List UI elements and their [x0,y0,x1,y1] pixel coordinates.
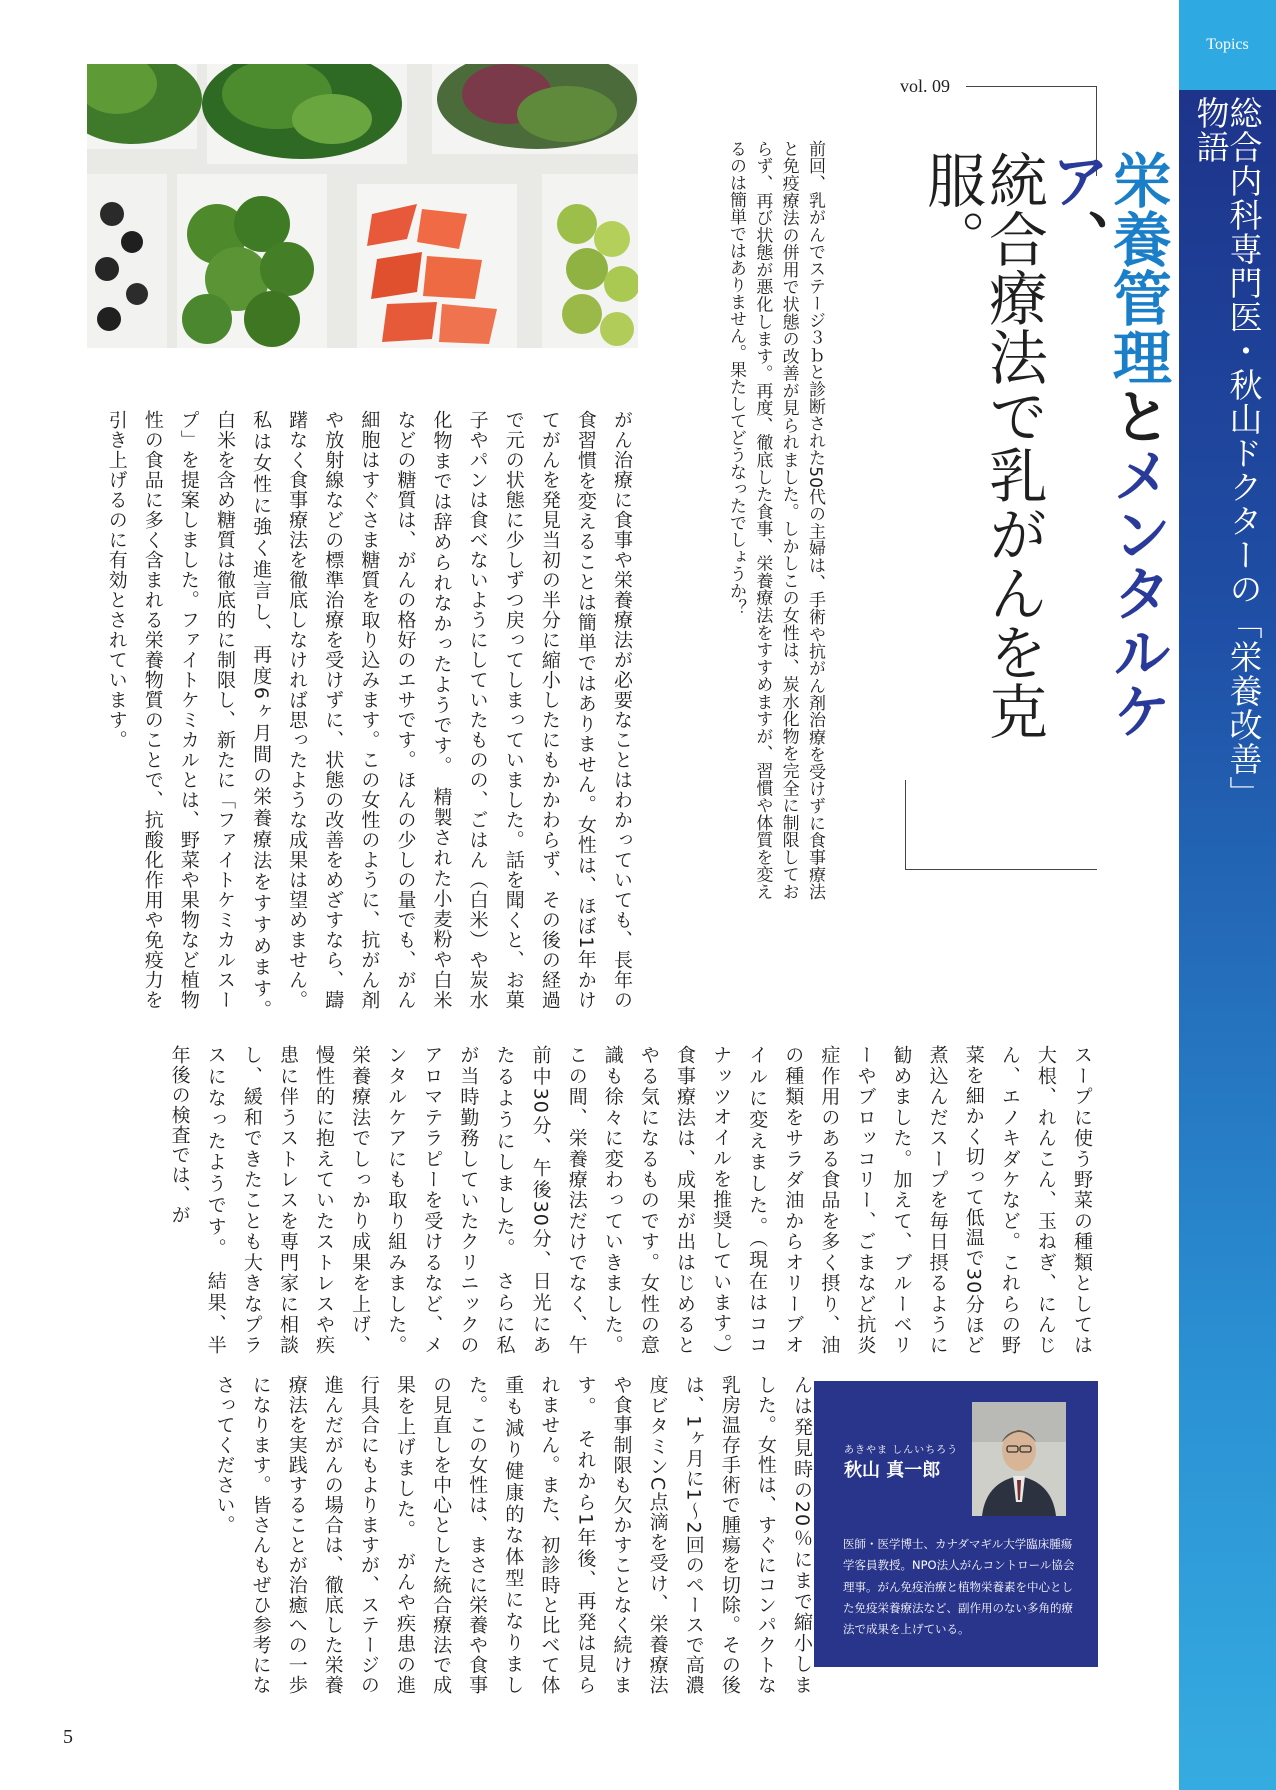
author-name: 秋山 真一郎 [844,1460,941,1481]
topics-tab [1179,0,1276,90]
author-photo [972,1402,1066,1516]
headline [916,150,1172,790]
frame-line [966,86,1096,87]
series-title: 総合内科専門医・秋山ドクターの「栄養改善」物語 [1191,96,1264,810]
headline-word: 、 [1040,209,1110,268]
lead-paragraph: 前回、乳がんでステージ３ｂと診断された50代の主婦は、手術や抗がん剤治療を受けずに食事療法と免疫療法の併用で状態の改善が見られました。しかしこの女性は、炭水化物を完全に制限しておらず、再び状態が悪化します。再度、徹底した食事、栄養療法をすすめますが、習慣や体質を変えるのは簡単ではありません。果たしてどうなったでしょうか？ [725,140,825,900]
headline-word: と [1102,386,1172,445]
topics-label: Topics [1206,36,1249,53]
headline-word: メンタルケア [1040,150,1172,740]
author-bio: 医師・医学博士、カナダマギル大学臨床腫瘍学客員教授。NPO法人がんコントロール協会理事。がん免疫治療と植物栄養素を中心とした免疫栄養療法など、副作用のない多角的療法で成果を上げている。 [843,1537,1075,1637]
body-column-2: スープに使う野菜の種類としては大根、れんこん、玉ねぎ、にんじん、エノキダケなど。これらの野菜を細かく切って低温で30分ほど煮込んだスープを毎日摂るように勧めました。加えて、ブルーベリーやブロッコリー、ごまなど抗炎症作用のある食品を多く摂り、油の種類をサラダ油からオリーブオイルに変えました。（現在はココナッツオイルを推奨しています。） 食事療法は、成果が出はじめるとやる気になるものです。女性の意識も徐々に変わっていきました。この間、栄養療法だけでなく、午前中30分、午後30分、日光にあたるようにしました。 さらに私が当時勤務していたクリニックのアロマテラピーを受けるなど、メンタルケアにも取り組みました。栄養療法でしっかり成果を上げ、慢性的に抱えていたストレスや疾患に伴うストレスを専門家に相談し、緩和できたことも大きなプラスになったようです。 結果、半年後の検査では、が [168,1045,1093,1375]
body-column-1: がん治療に食事や栄養療法が必要なことはわかっていても、長年の食習慣を変えることは簡単ではありません。女性は、ほぼ1年かけてがんを発見当初の半分に縮小したにもかかわらず、その後の経過で元の状態に少しずつ戻ってしまっていました。話を聞くと、お菓子やパンは食べないようにしていたものの、ごはん（白米）や炭水化物までは辞められなかったようです。 精製された小麦粉や白米などの糖質は、がんの格好のエサです。ほんの少しの量でも、がん細胞はすぐさま糖質を取り込みます。この女性のように、抗がん剤や放射線などの標準治療を受けずに、状態の改善をめざすなら、躊躇なく食事療法を徹底しなければ思ったような成果は望めません。私は女性に強く進言し、再度6ヶ月間の栄養療法をすすめます。 白米を含め糖質は徹底的に制限し、新たに「ファイトケミカルスープ」を提案しました。ファイトケミカルとは、野菜や果物など植物性の食品に多く含まれる栄養物質のことで、抗酸化作用や免疫力を引き上げるのに有効とされています。 [105,410,633,1030]
vegetables-photo [87,64,638,348]
headline-line-2: 統合療法で乳がんを克服。 [916,150,1048,740]
author-name-ruby: あきやま しんいちろう [844,1445,959,1456]
headline-word: 栄養 [1102,150,1172,268]
frame-line [905,780,906,870]
page-number: 5 [63,1726,73,1748]
series-title-container [1179,96,1276,816]
headline-line-1 [1041,150,1172,740]
frame-line [905,869,1097,870]
volume-label: vol. 09 [900,76,951,96]
body-column-3: んは発見時の20％にまで縮小しました。女性は、すぐにコンパクトな乳房温存手術で腫瘍を切除。その後は、1ヶ月に1～2回のペースで高濃度ビタミンC点滴を受け、栄養療法や食事制限も欠かすことなく続けます。 それから1年後、再発は見られません。また、初診時と比べて体重も減り健康的な体型になりました。この女性は、まさに栄養や食事の見直しを中心とした統合療法で成果を上げました。 がんや疾患の進行具合にもよりますが、ステージの進んだがんの場合は、徹底した栄養療法を実践することが治癒への一歩になります。皆さんもぜひ参考になさってください。 [213,1375,813,1695]
headline-word: 管理 [1102,268,1172,386]
